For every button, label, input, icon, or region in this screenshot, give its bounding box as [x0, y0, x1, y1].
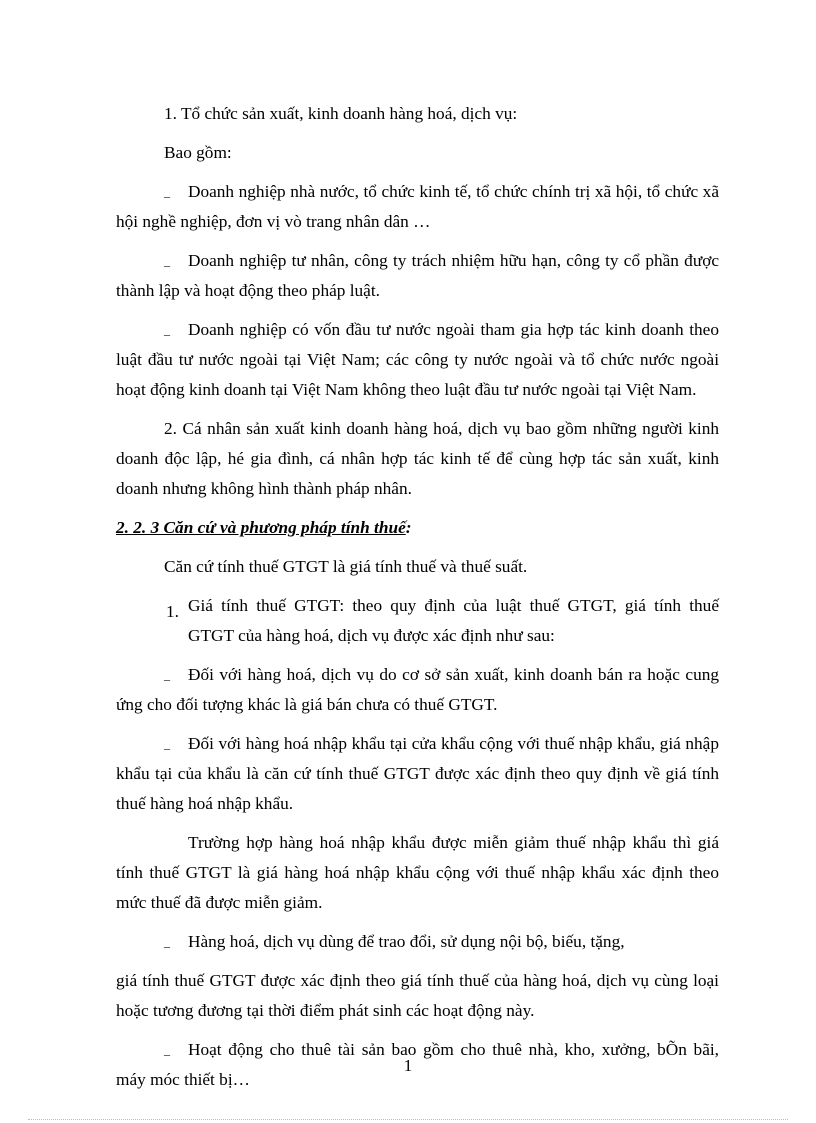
bullet-marker: _ — [164, 254, 170, 268]
page-number: 1 — [403, 1056, 413, 1075]
numbered-item — [116, 591, 719, 651]
paragraph-section-1-title: 1. Tổ chức sản xuất, kinh doanh hàng hoá, dịch vụ: — [164, 104, 518, 123]
numbered-item-number: 1. — [166, 602, 179, 621]
bullet-marker: _ — [164, 1043, 170, 1057]
paragraph-individuals: 2. Cá nhân sản xuất kinh doanh hàng hoá, dịch vụ bao gồm những người kinh doanh độc lập, hé gia đình, cá nhân hợp tác kinh tế để cùng hợp tác sản xuất, kinh doanh nhưng không hình thành pháp nhân. — [116, 419, 719, 498]
page-body — [116, 99, 719, 1095]
bullet-item — [116, 315, 719, 405]
section-heading-text: 2. 2. 3 Căn cứ và phương pháp tính thuế — [116, 518, 406, 537]
bullet-marker: _ — [164, 737, 170, 751]
paragraph-includes: Bao gồm: — [164, 143, 232, 162]
bullet-item — [116, 927, 719, 957]
bullet-item — [116, 729, 719, 819]
bullet-text: Hàng hoá, dịch vụ dùng để trao đổi, sử dụng nội bộ, biếu, tặng, — [188, 932, 625, 951]
bullet-text: Doanh nghiệp có vốn đầu tư nước ngoài tham gia hợp tác kinh doanh theo luật đầu tư nước ngoài tại Việt Nam; các công ty nước ngoài và tổ chức nước ngoài hoạt động kinh doanh tại Việt Nam không theo luật đầu tư nước ngoài tại Việt Nam. — [116, 320, 719, 399]
bullet-marker: _ — [164, 668, 170, 682]
bullet-text: Doanh nghiệp nhà nước, tổ chức kinh tế, tổ chức chính trị xã hội, tổ chức xã hội nghề nghiệp, đơn vị vò trang nhân dân … — [116, 182, 719, 231]
bullet-text: Hoạt động cho thuê tài sản bao gồm cho thuê nhà, kho, xưởng, bÕn bãi, máy móc thiết bị… — [116, 1040, 719, 1089]
bullet-text: Đối với hàng hoá nhập khẩu tại cửa khẩu cộng với thuế nhập khẩu, giá nhập khẩu tại của khẩu là căn cứ tính thuế GTGT được xác định theo quy định về giá tính thuế hàng hoá nhập khẩu. — [116, 734, 719, 813]
paragraph-internal-use-price: giá tính thuế GTGT được xác định theo giá tính thuế của hàng hoá, dịch vụ cùng loại hoặc tương đương tại thời điểm phát sinh các hoạt động này. — [116, 971, 719, 1020]
bullet-marker: _ — [164, 185, 170, 199]
section-heading-colon: : — [405, 518, 412, 537]
section-heading — [116, 513, 719, 543]
bullet-item — [116, 177, 719, 237]
bullet-item — [116, 660, 719, 720]
page-bottom-divider — [28, 1119, 788, 1120]
paragraph-tax-basis: Căn cứ tính thuế GTGT là giá tính thuế và thuế suất. — [164, 557, 528, 576]
bullet-item — [116, 246, 719, 306]
bullet-marker: _ — [164, 323, 170, 337]
numbered-item-text: Giá tính thuế GTGT: theo quy định của luật thuế GTGT, giá tính thuế GTGT của hàng hoá, dịch vụ được xác định như sau: — [188, 596, 719, 645]
bullet-text: Doanh nghiệp tư nhân, công ty trách nhiệm hữu hạn, công ty cổ phần được thành lập và hoạt động theo pháp luật. — [116, 251, 719, 300]
paragraph-exemption-case: Trường hợp hàng hoá nhập khẩu được miễn giảm thuế nhập khẩu thì giá tính thuế GTGT là giá hàng hoá nhập khẩu cộng với thuế nhập khẩu xác định theo mức thuế đã được miễn giảm. — [116, 833, 719, 912]
bullet-text: Đối với hàng hoá, dịch vụ do cơ sở sản xuất, kinh doanh bán ra hoặc cung ứng cho đối tượng khác là giá bán chưa có thuế GTGT. — [116, 665, 719, 714]
bullet-marker: _ — [164, 935, 170, 949]
